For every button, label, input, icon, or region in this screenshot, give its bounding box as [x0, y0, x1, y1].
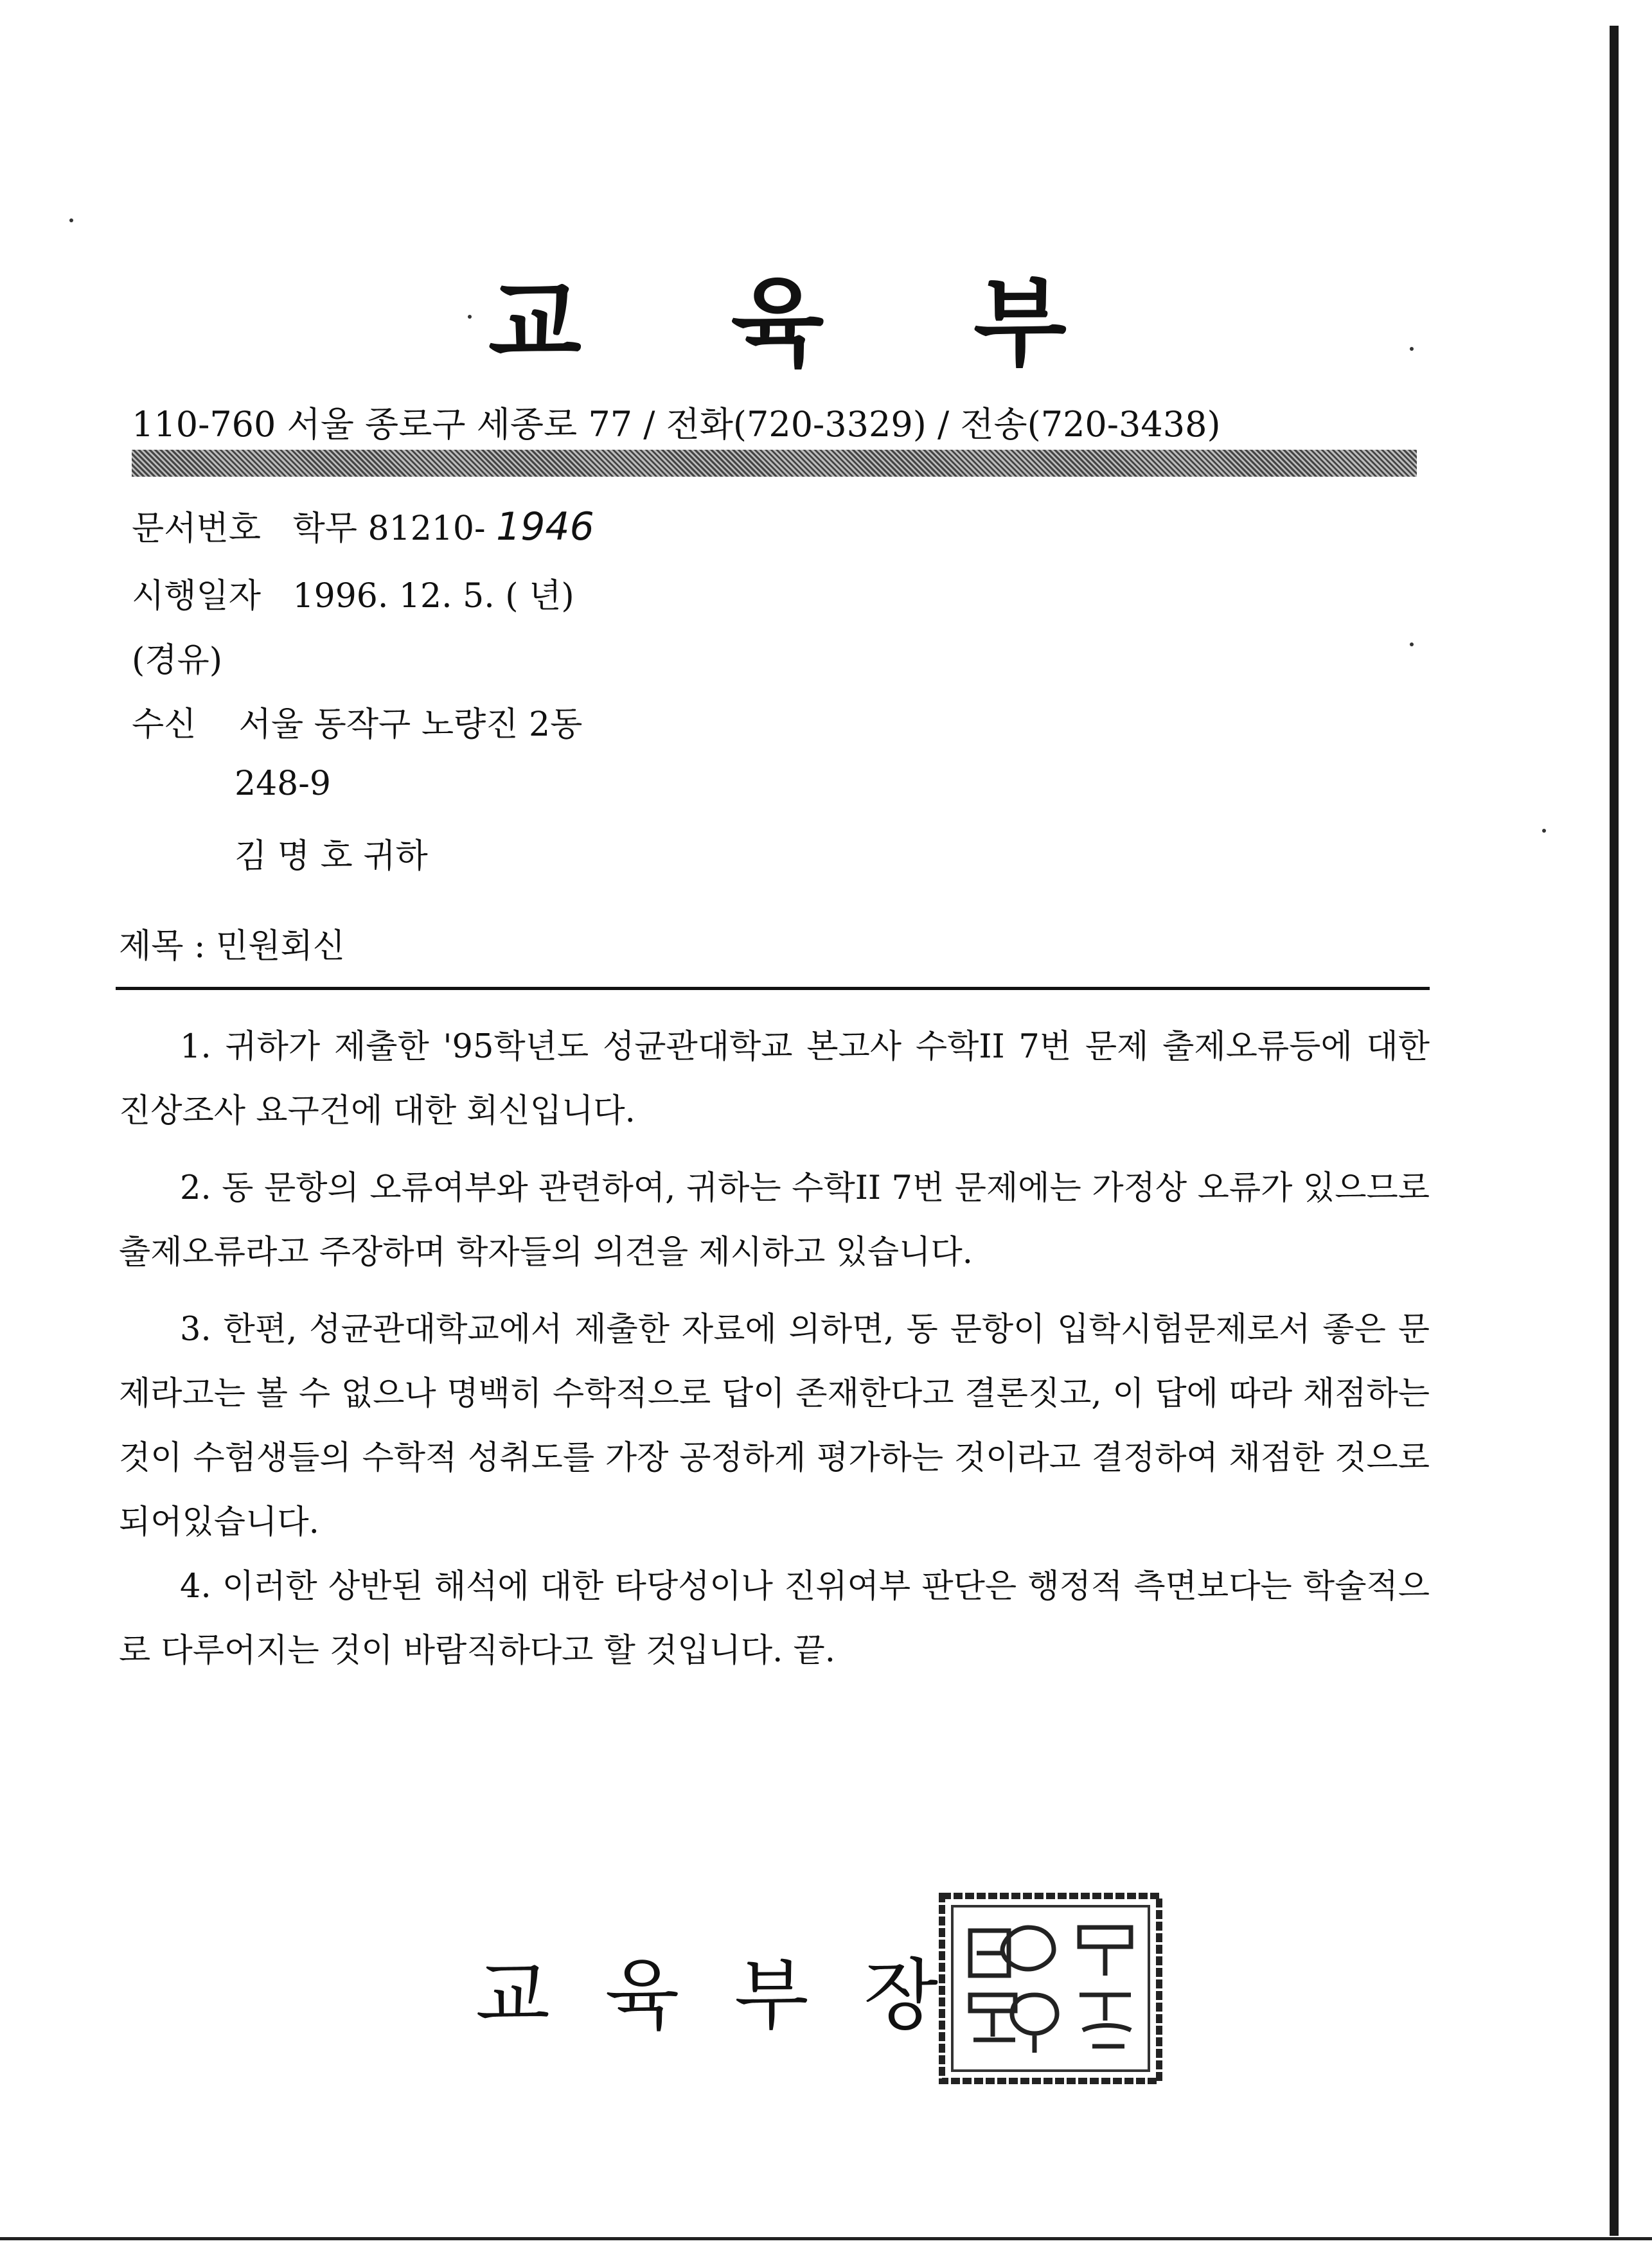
scan-speck: [468, 315, 472, 319]
sender-char: 육: [605, 1951, 680, 2040]
scan-speck: [1410, 347, 1414, 351]
body-paragraph-1: [119, 1015, 1430, 1144]
sender-char: 장: [864, 1951, 938, 2040]
subject-divider: [116, 987, 1430, 990]
sender-char: 부: [734, 1951, 809, 2040]
doc-number-value: 학무 81210-: [292, 509, 486, 548]
recipient-label: 수신: [132, 705, 197, 744]
letterhead-hatch-bar: [132, 450, 1417, 477]
date-value: 1996. 12. 5. ( 년): [292, 577, 574, 615]
doc-number-line: [132, 501, 594, 549]
title-char: 육: [731, 267, 824, 380]
letterhead-address: 110-760 서울 종로구 세종로 77 / 전화(720-3329) / 전송(720-3438): [132, 404, 1221, 445]
paragraph-text: 2. 동 문항의 오류여부와 관련하여, 귀하는 수학II 7번 문제에는 가정상 오류가 있으므로 출제오류라고 주장하며 학자들의 의견을 제시하고 있습니다.: [119, 1169, 1430, 1271]
sender-title: [475, 1934, 938, 2044]
recipient-name: 김 명 호 귀하: [235, 837, 428, 876]
date-label: 시행일자: [132, 577, 261, 615]
recipient-address-1: 서울 동작구 노량진 2동: [238, 705, 583, 744]
body-paragraph-3: [119, 1298, 1430, 1555]
doc-number-label: 문서번호: [132, 509, 261, 548]
scan-bottom-line: [0, 2237, 1652, 2240]
recipient-address-2: 248-9: [235, 765, 331, 803]
doc-number-handwritten: 1946: [496, 504, 594, 549]
letterhead-title: [488, 263, 1067, 380]
via-line: (경유): [132, 641, 223, 680]
subject-line: 제목 : 민원회신: [119, 927, 345, 966]
official-seal-icon: [938, 1892, 1163, 2085]
paragraph-text: 4. 이러한 상반된 해석에 대한 타당성이나 진위여부 판단은 행정적 측면보다는 학술적으로 다루어지는 것이 바람직하다고 할 것입니다. 끝.: [119, 1568, 1430, 1670]
scan-speck: [1542, 829, 1546, 833]
scan-speck: [69, 218, 73, 222]
recipient-line: [132, 697, 582, 745]
paragraph-text: 1. 귀하가 제출한 '95학년도 성균관대학교 본고사 수학II 7번 문제 출제오류등에 대한 진상조사 요구건에 대한 회신입니다.: [119, 1028, 1430, 1130]
body-paragraph-2: [119, 1156, 1430, 1285]
title-char: 교: [488, 267, 582, 380]
body-paragraph-4: [119, 1555, 1430, 1683]
date-line: [132, 569, 574, 617]
title-char: 부: [973, 267, 1067, 380]
paragraph-text: 3. 한편, 성균관대학교에서 제출한 자료에 의하면, 동 문항이 입학시험문제로서 좋은 문제라고는 볼 수 없으나 명백히 수학적으로 답이 존재한다고 결론짓고, 이 답에 따라 채점하는 것이 수험생들의 수학적 성취도를 가장 공정하게 평가하는 것이라고 결정하여 채점한 것으로 되어있습니다.: [119, 1311, 1430, 1541]
scan-edge-shadow: [1610, 26, 1619, 2236]
scan-speck: [1410, 642, 1414, 646]
sender-char: 교: [475, 1951, 550, 2040]
